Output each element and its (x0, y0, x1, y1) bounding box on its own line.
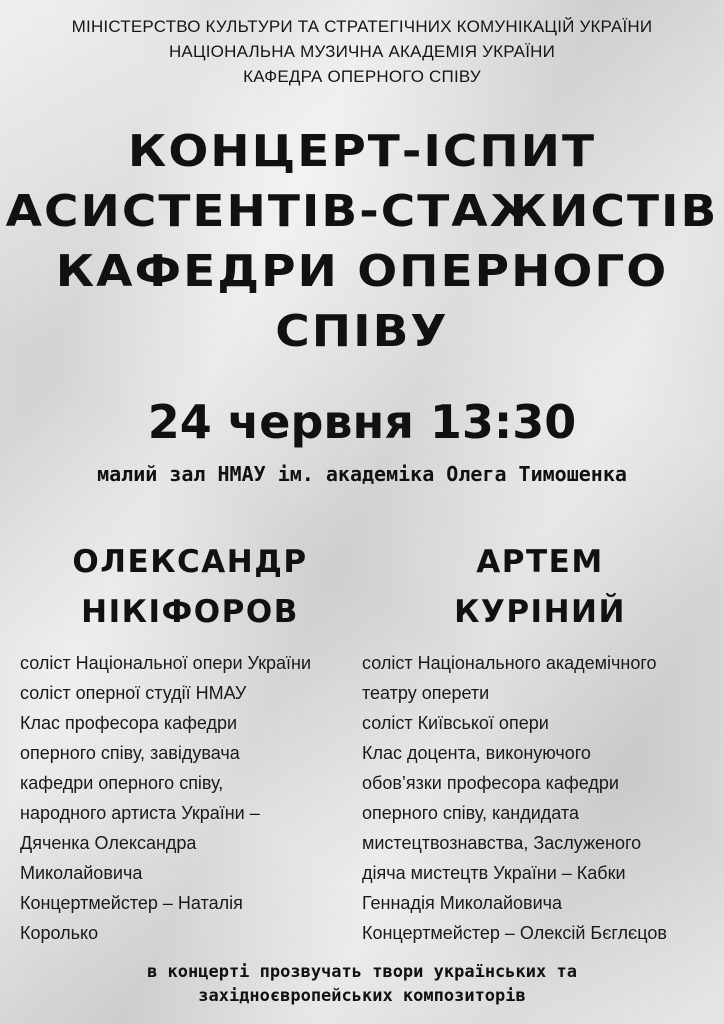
performer-2-first-name: АРТЕМ (476, 544, 604, 580)
bio-line: народного артиста України – (20, 803, 260, 823)
performer-1-name (40, 537, 340, 637)
performer-2-name (390, 537, 690, 637)
bio-line: Концертмейстер – Наталія (20, 893, 243, 913)
bio-line: оперного співу, завідувача (20, 743, 240, 763)
academy-name: НАЦІОНАЛЬНА МУЗИЧНА АКАДЕМІЯ УКРАЇНИ (168, 42, 556, 61)
poster-title (0, 122, 724, 362)
title-line-3: КАФЕДРИ ОПЕРНОГО (55, 246, 669, 297)
footer-line-1: в концерті прозвучать твори українських та (147, 962, 577, 982)
bio-line: Дяченка Олександра (20, 833, 197, 853)
bio-line: Королько (20, 923, 99, 943)
performer-1-last-name: НІКІФОРОВ (81, 594, 299, 630)
department-name: КАФЕДРА ОПЕРНОГО СПІВУ (243, 67, 481, 86)
event-datetime: 24 червня 13:30 (147, 395, 577, 449)
event-venue: малий зал НМАУ ім. академіка Олега Тимошенка (97, 462, 627, 486)
poster-footer (0, 960, 724, 1008)
bio-line: театру оперети (362, 683, 490, 703)
performer-2-last-name: КУРІНИЙ (454, 594, 626, 630)
bio-line: кафедри оперного співу, (20, 773, 224, 793)
ministry-name: МІНІСТЕРСТВО КУЛЬТУРИ ТА СТРАТЕГІЧНИХ КОМУНІКАЦІЙ УКРАЇНИ (71, 17, 653, 36)
bio-line: соліст Київської опери (362, 713, 549, 733)
bio-line: Клас доцента, виконуючого (362, 743, 591, 763)
bio-line: соліст Національного академічного (362, 653, 657, 673)
title-line-1: КОНЦЕРТ-ІСПИТ (127, 126, 597, 177)
title-line-2: АСИСТЕНТІВ-СТАЖИСТІВ (5, 186, 719, 237)
title-line-4: СПІВУ (275, 306, 449, 357)
bio-line: мистецтвознавства, Заслуженого (362, 833, 642, 853)
bio-line: обов’язки професора кафедри (362, 773, 619, 793)
performer-1-bio (20, 648, 365, 948)
bio-line: діяча мистецтв України – Кабки (362, 863, 626, 883)
bio-line: оперного співу, кандидата (362, 803, 579, 823)
bio-line: Геннадія Миколайовича (362, 893, 563, 913)
bio-line: Концертмейстер – Олексій Бєглєцов (362, 923, 667, 943)
performer-1-first-name: ОЛЕКСАНДР (72, 544, 308, 580)
poster-header (0, 14, 724, 89)
bio-line: Миколайовича (20, 863, 143, 883)
bio-line: соліст оперної студії НМАУ (20, 683, 247, 703)
bio-line: Клас професора кафедри (20, 713, 238, 733)
bio-line: соліст Національної опери України (20, 653, 312, 673)
footer-line-2: західноєвропейських композиторів (198, 986, 526, 1006)
performer-2-bio (362, 648, 717, 948)
